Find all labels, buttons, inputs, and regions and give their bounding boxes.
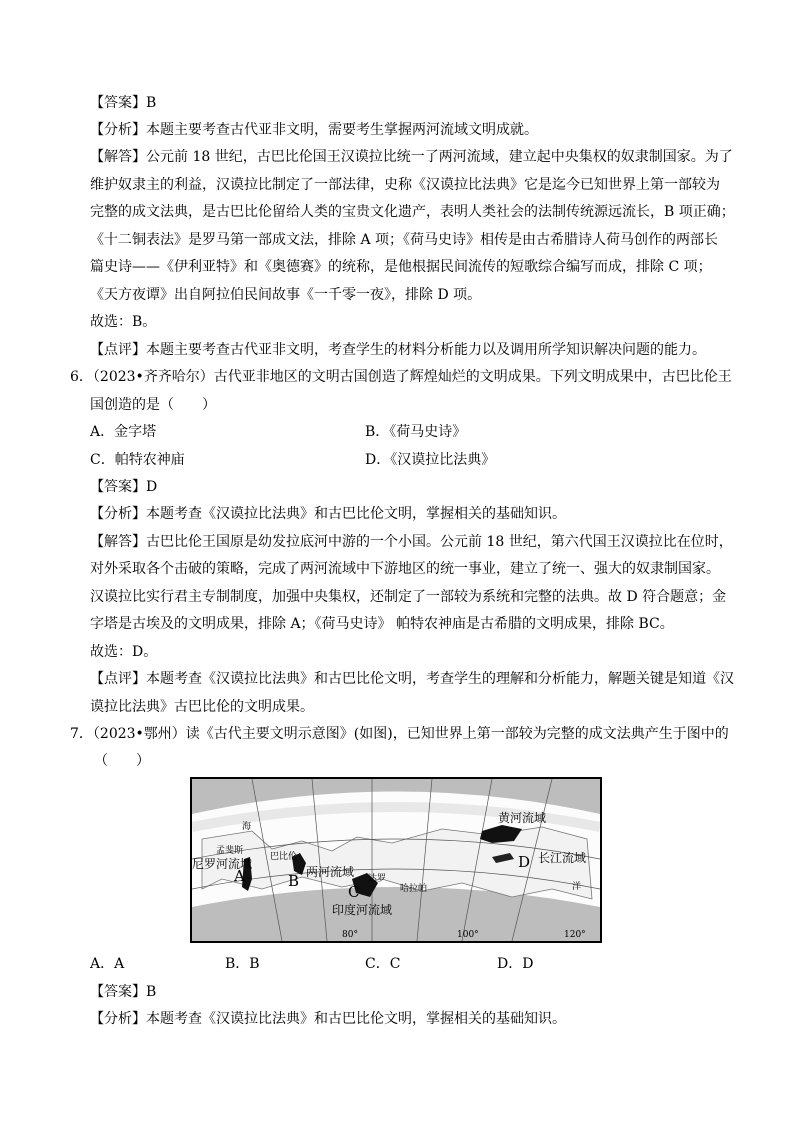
q5-solution-line: 《十二铜表法》是罗马第一部成文法，排除 A 项；《荷马史诗》相传是由古希腊诗人荷马创作的两部长 (90, 232, 719, 248)
map-letter-a: A (234, 867, 245, 885)
q5-solution-line: 《天方夜谭》出自阿拉伯民间故事《一千零一夜》，排除 D 项。 (90, 287, 482, 303)
q6-comment-line: 谟拉比法典》古巴比伦的文明成果。 (90, 699, 314, 715)
q7-answer: 【答案】B (90, 984, 157, 1000)
map-label-babylon: 巴比伦 (270, 852, 298, 862)
q6-answer: 【答案】D (90, 479, 158, 495)
map-label-ocean: 洋 (572, 882, 582, 892)
map-label-daluo: 达罗 (368, 874, 387, 884)
q5-comment: 【点评】本题主要考查古代亚非文明，考查学生的材料分析能力以及调用所学知识解决问题的能力。 (90, 342, 706, 358)
q7-analysis: 【分析】本题考查《汉谟拉比法典》和古巴比伦文明，掌握相关的基础知识。 (90, 1011, 566, 1027)
q7-option-b: B．B (225, 956, 260, 972)
map-label-sea: 海 (242, 822, 252, 832)
map-label-harappa: 哈拉帕 (400, 884, 428, 894)
q6-option-a: A．金字塔 (90, 424, 157, 440)
q5-choose: 故选：B。 (90, 314, 157, 330)
ancient-civilizations-map (190, 777, 602, 943)
q6-choose: 故选：D。 (90, 644, 158, 660)
degree-label: 100° (457, 930, 479, 940)
q6-analysis: 【分析】本题考查《汉谟拉比法典》和古巴比伦文明，掌握相关的基础知识。 (90, 506, 566, 522)
map-label-indus: 印度河流域 (332, 903, 393, 917)
q6-solution-line: 汉谟拉比实行君主专制制度，加强中央集权，还制定了一部较为系统和完整的法典。故 D 符合题意；金 (90, 589, 727, 605)
q5-analysis: 【分析】本题主要考查古代亚非文明，需要考生掌握两河流域文明成就。 (90, 122, 538, 138)
q6-solution-line: 字塔是古埃及的文明成果，排除 A；《荷马史诗》 帕特农神庙是古希腊的文明成果，排除 BC。 (90, 616, 674, 632)
q7-option-c: C．C (365, 956, 401, 972)
q6-comment-line: 【点评】本题考查《汉谟拉比法典》和古巴比伦文明，考查学生的理解和分析能力，解题关键是知道《汉 (90, 671, 734, 687)
map-label-yangtze: 长江流域 (538, 851, 587, 865)
q5-solution-line: 完整的成文法典，是古巴比伦留给人类的宝贵文化遗产，表明人类社会的法制传统源远流长，B 项正确； (90, 204, 735, 220)
map-letter-c: C (348, 883, 360, 901)
q5-answer: 【答案】B (90, 95, 157, 111)
q6-stem-line: 6．（2023•齐齐哈尔）古代亚非地区的文明古国创造了辉煌灿烂的文明成果。下列文明成果中，古巴比伦王 (70, 369, 732, 385)
q7-option-d: D．D (497, 956, 534, 972)
map-label-nile: 尼罗河流域 (192, 857, 253, 871)
map-letter-d: D (518, 853, 531, 871)
q7-stem-line: （ ） (94, 753, 150, 769)
map-label-yellow-river: 黄河流域 (498, 811, 547, 825)
q6-solution-line: 对外采取各个击破的策略，完成了两河流域中下游地区的统一事业，建立了统一、强大的奴隶制国家。 (90, 561, 720, 577)
q7-option-a: A．A (90, 956, 125, 972)
map-label-two-rivers: 两河流域 (306, 865, 355, 879)
q6-option-d: D．《汉谟拉比法典》 (365, 452, 496, 468)
q6-option-b: B．《荷马史诗》 (365, 424, 467, 440)
q6-option-c: C．帕特农神庙 (90, 452, 185, 468)
q5-solution-line: 维护奴隶主的利益，汉谟拉比制定了一部法律，史称《汉谟拉比法典》它是迄今已知世界上第一部较为 (90, 177, 720, 193)
q5-solution-line: 【解答】公元前 18 世纪，古巴比伦国王汉谟拉比统一了两河流域，建立起中央集权的奴隶制国家。为了 (90, 149, 733, 165)
q7-stem-line: 7．（2023•鄂州）读《古代主要文明示意图》(如图)，已知世界上第一部较为完整的成文法典产生于图中的 (70, 726, 729, 742)
degree-label: 120° (564, 930, 586, 940)
degree-label: 80° (342, 930, 358, 940)
q6-stem-line: 国创造的是（ ） (90, 397, 216, 413)
map-letter-b: B (288, 872, 300, 890)
map-label-memphis: 孟斐斯 (216, 846, 244, 856)
q5-solution-line: 篇史诗——《伊利亚特》和《奥德赛》的统称，是他根据民间流传的短歌综合编写而成，排除 C 项； (90, 259, 712, 275)
q6-solution-line: 【解答】古巴比伦王国原是幼发拉底河中游的一个小国。公元前 18 世纪，第六代国王汉谟拉比在位时， (90, 534, 733, 550)
